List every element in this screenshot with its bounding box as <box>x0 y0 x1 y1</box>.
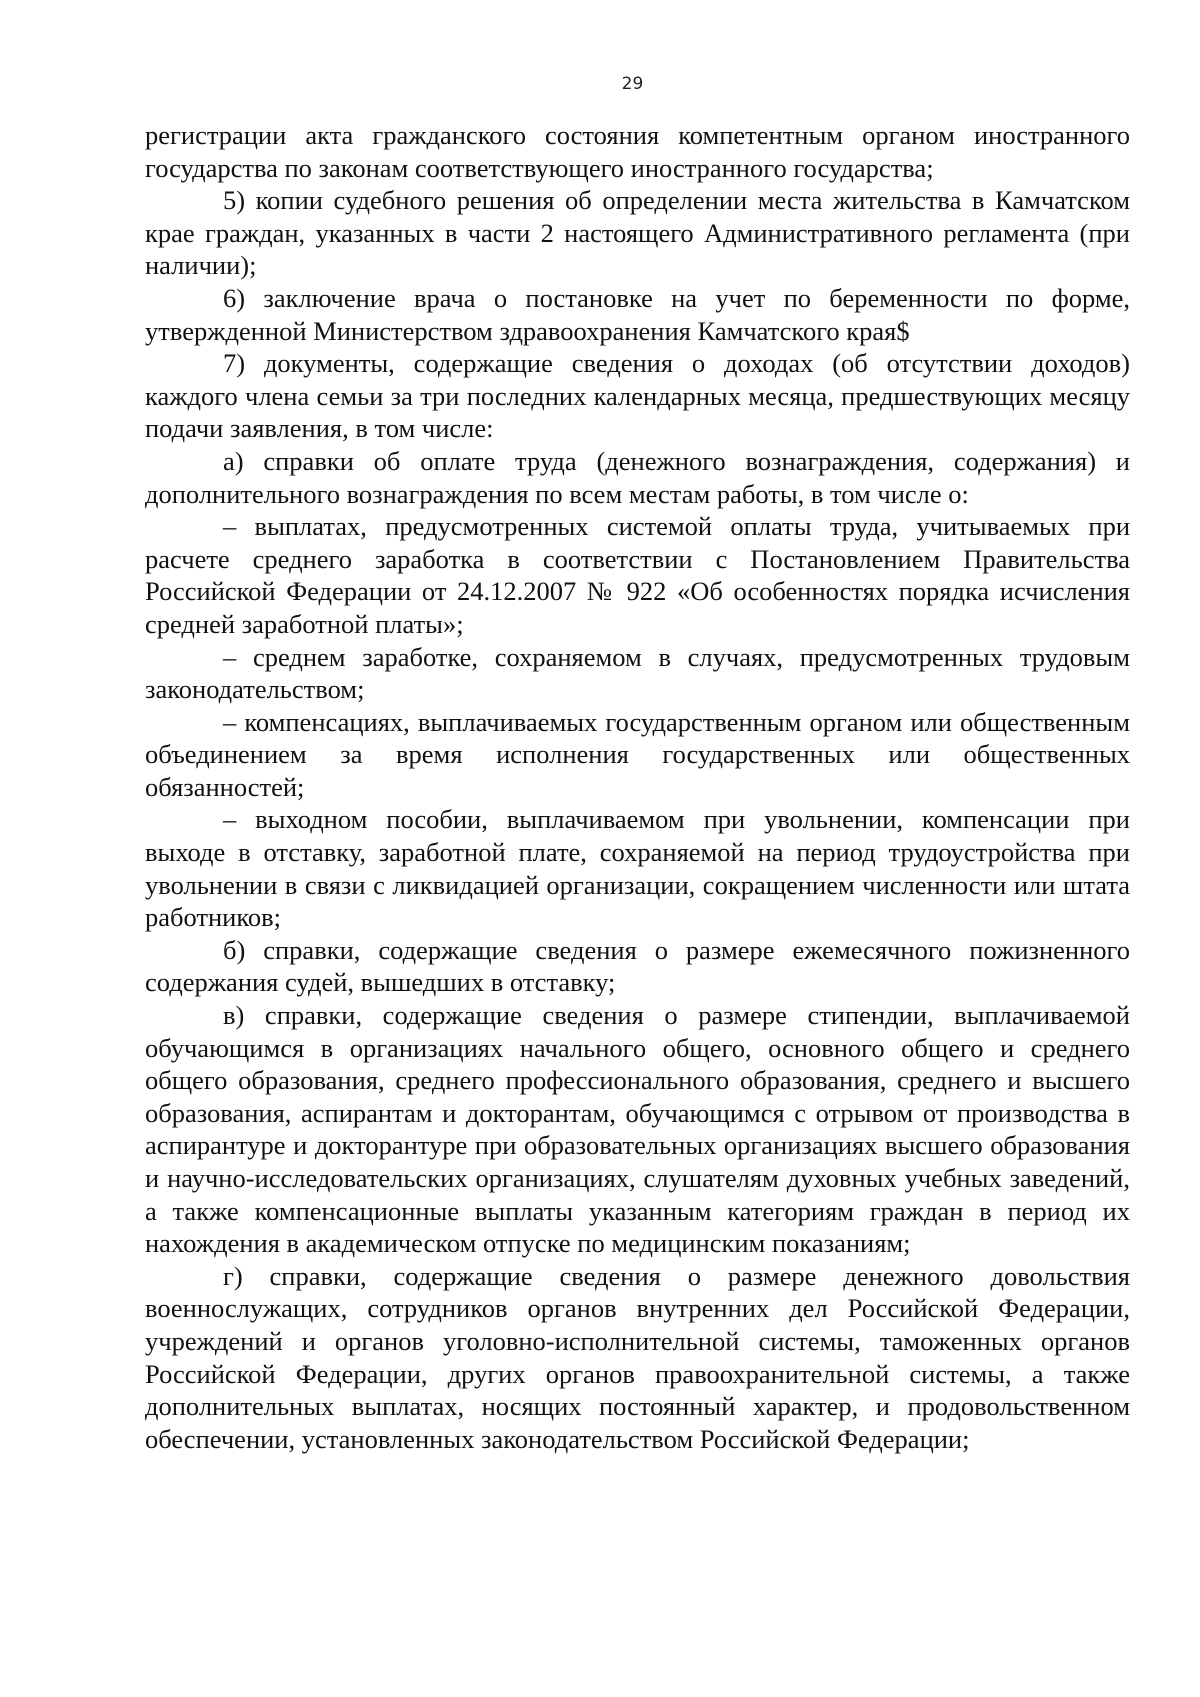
paragraph-subitem-v: в) справки, содержащие сведения о размере стипендии, выплачиваемой обучающимся в организациях начального общего, основного общего и среднего общего образования, среднего профессионального образования, среднего и высшего образования, аспирантам и докторантам, обучающимся с отрывом от производства в аспирантуре и докторантуре при образовательных организациях высшего образования и научно-исследовательских организациях, слушателям духовных учебных заведений, а также компенсационные выплаты указанным категориям граждан в период их нахождения в академическом отпуске по медицинским показаниям; <box>145 1000 1130 1259</box>
paragraph-dash-2: – среднем заработке, сохраняемом в случаях, предусмотренных трудовым законодательством; <box>145 641 1130 705</box>
paragraph-dash-3: – компенсациях, выплачиваемых государственным органом или общественным объединением за время исполнения государственных или общественных обязанностей; <box>145 706 1130 802</box>
paragraph-dash-4: – выходном пособии, выплачиваемом при увольнении, компенсации при выходе в отставку, заработной плате, сохраняемой на период трудоустройства при увольнении в связи с ликвидацией организации, сокращением численности или штата работников; <box>145 804 1130 933</box>
paragraph-subitem-a: а) справки об оплате труда (денежного вознаграждения, содержания) и дополнительного вознаграждения по всем местам работы, в том числе о: <box>145 445 1130 509</box>
page-number: 29 <box>621 74 644 94</box>
paragraph-item-7: 7) документы, содержащие сведения о доходах (об отсутствии доходов) каждого члена семьи за три последних календарных месяца, предшествующих месяцу подачи заявления, в том числе: <box>145 348 1130 444</box>
paragraph-continuation: регистрации акта гражданского состояния компетентным органом иностранного государства по законам соответствующего иностранного государства; <box>145 120 1130 183</box>
paragraph-item-5: 5) копии судебного решения об определении места жительства в Камчатском крае граждан, указанных в части 2 настоящего Административного регламента (при наличии); <box>145 185 1130 281</box>
paragraph-subitem-b: б) справки, содержащие сведения о размере ежемесячного пожизненного содержания судей, вышедших в отставку; <box>145 934 1130 998</box>
paragraph-subitem-g: г) справки, содержащие сведения о размере денежного довольствия военнослужащих, сотрудников органов внутренних дел Российской Федерации, учреждений и органов уголовно-исполнительной системы, таможенных органов Российской Федерации, других органов правоохранительной системы, а также дополнительных выплатах, носящих постоянный характер, и продовольственном обеспечении, установленных законодательством Российской Федерации; <box>145 1260 1130 1454</box>
paragraph-item-6: 6) заключение врача о постановке на учет по беременности по форме, утвержденной Министерством здравоохранения Камчатского края$ <box>145 282 1130 346</box>
document-body <box>145 119 1130 1455</box>
paragraph-dash-1: – выплатах, предусмотренных системой оплаты труда, учитываемых при расчете среднего заработка в соответствии с Постановлением Правительства Российской Федерации от 24.12.2007 № 922 «Об особенностях порядка исчисления средней заработной платы»; <box>145 511 1130 639</box>
